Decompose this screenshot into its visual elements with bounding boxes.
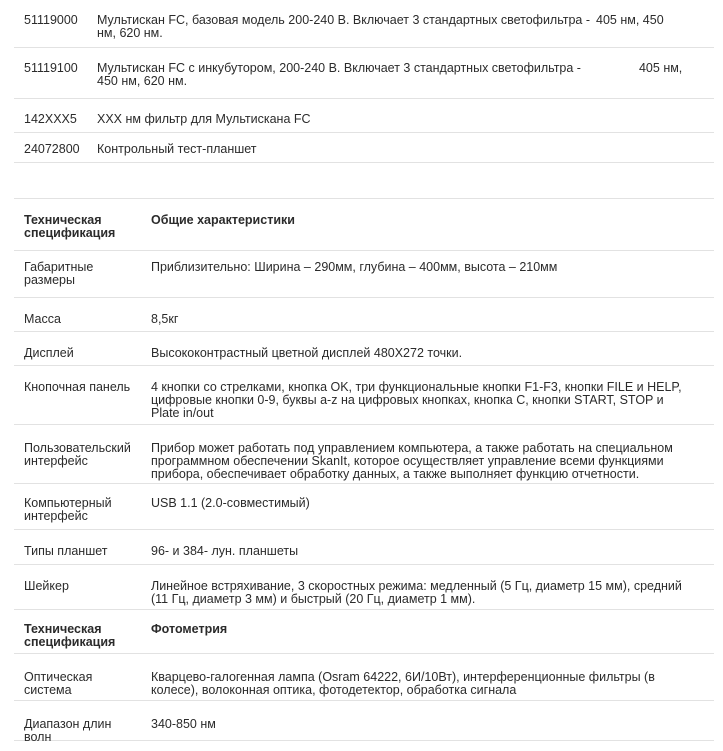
- spec-value: Кварцево-галогенная лампа (Osram 64222, 6И/10Вт), интерференционные фильтры (в колесе), волоконная оптика, фотодетектор, обработка сигнала: [151, 670, 655, 697]
- spec-label: Пользовательский интерфейс: [24, 441, 131, 468]
- spec-row: [14, 654, 714, 701]
- spec-value: USB 1.1 (2.0-совместимый): [151, 496, 310, 510]
- spec-label: Дисплей: [24, 346, 74, 360]
- section-title: Общие характеристики: [151, 213, 295, 227]
- spec-value: Высококонтрастный цветной дисплей 480X272 точки.: [151, 346, 463, 360]
- spec-value: 8,5кг: [151, 312, 179, 326]
- catalog-number: 51119000: [24, 13, 78, 27]
- spec-row: [14, 251, 714, 298]
- ordering-table: [14, 0, 714, 163]
- product-description: Мультискан FC с инкубутором, 200-240 В. Включает 3 стандартных светофильтра - 405 нм, 450 нм, 620 нм.: [97, 61, 683, 88]
- catalog-number: 24072800: [24, 142, 80, 156]
- spec-value: 4 кнопки со стрелками, кнопка OK, три функциональные кнопки F1-F3, кнопки FILE и HELP, цифровые кнопки 0-9, буквы a-z на цифровых кнопках, кнопка C, кнопки START, STOP и Plate in/out: [151, 380, 682, 420]
- spec-label: Габаритные размеры: [24, 260, 94, 287]
- spec-header-row: [14, 199, 714, 251]
- spec-label: Шейкер: [24, 579, 69, 593]
- catalog-number: 142XXX5: [24, 112, 77, 126]
- spec-label: Компьютерный интерфейс: [24, 496, 112, 523]
- spec-label: Масса: [24, 312, 61, 326]
- spec-row: [14, 298, 714, 332]
- spec-value: Линейное встряхивание, 3 скоростных режима: медленный (5 Гц, диаметр 15 мм), средний (11 Гц, диаметр 3 мм) и быстрый (20 Гц, диаметр 1 мм).: [151, 579, 682, 606]
- spec-row: [14, 530, 714, 565]
- spec-header-label: Техническая спецификация: [24, 213, 116, 240]
- spec-label: Кнопочная панель: [24, 380, 131, 394]
- spec-value: Приблизительно: Ширина – 290мм, глубина – 400мм, высота – 210мм: [151, 260, 558, 274]
- spec-row: [14, 425, 714, 484]
- spec-table: [14, 198, 714, 744]
- ordering-row: [14, 0, 714, 48]
- spec-value: 340-850 нм: [151, 717, 216, 731]
- spec-row: [14, 332, 714, 366]
- spec-row: [14, 484, 714, 530]
- spec-value: 96- и 384- лун. планшеты: [151, 544, 299, 558]
- ordering-row: [14, 133, 714, 163]
- catalog-number: 51119100: [24, 61, 78, 75]
- spec-label: Диапазон длин волн: [24, 717, 112, 744]
- spec-row: [14, 701, 714, 744]
- spec-label: Оптическая система: [24, 670, 93, 697]
- product-description: XXX нм фильтр для Мультискана FC: [97, 112, 311, 126]
- product-description: Контрольный тест-планшет: [97, 142, 257, 156]
- spec-row: [14, 366, 714, 425]
- spec-header-label: Техническая спецификация: [24, 622, 116, 649]
- spec-value: Прибор может работать под управлением компьютера, а также работать на специальном программном обеспечении SkanIt, которое осуществляет управление всеми функциями прибора, обеспечивает обработку данных, а также выполняет функцию отчетности.: [151, 441, 673, 481]
- ordering-row: [14, 99, 714, 133]
- product-description: Мультискан FC, базовая модель 200-240 В. Включает 3 стандартных светофильтра - 405 нм, 450 нм, 620 нм.: [97, 13, 664, 40]
- section-title: Фотометрия: [151, 622, 228, 636]
- spec-row: [14, 565, 714, 610]
- ordering-row: [14, 48, 714, 99]
- spec-label: Типы планшет: [24, 544, 108, 558]
- spec-header-row: [14, 610, 714, 654]
